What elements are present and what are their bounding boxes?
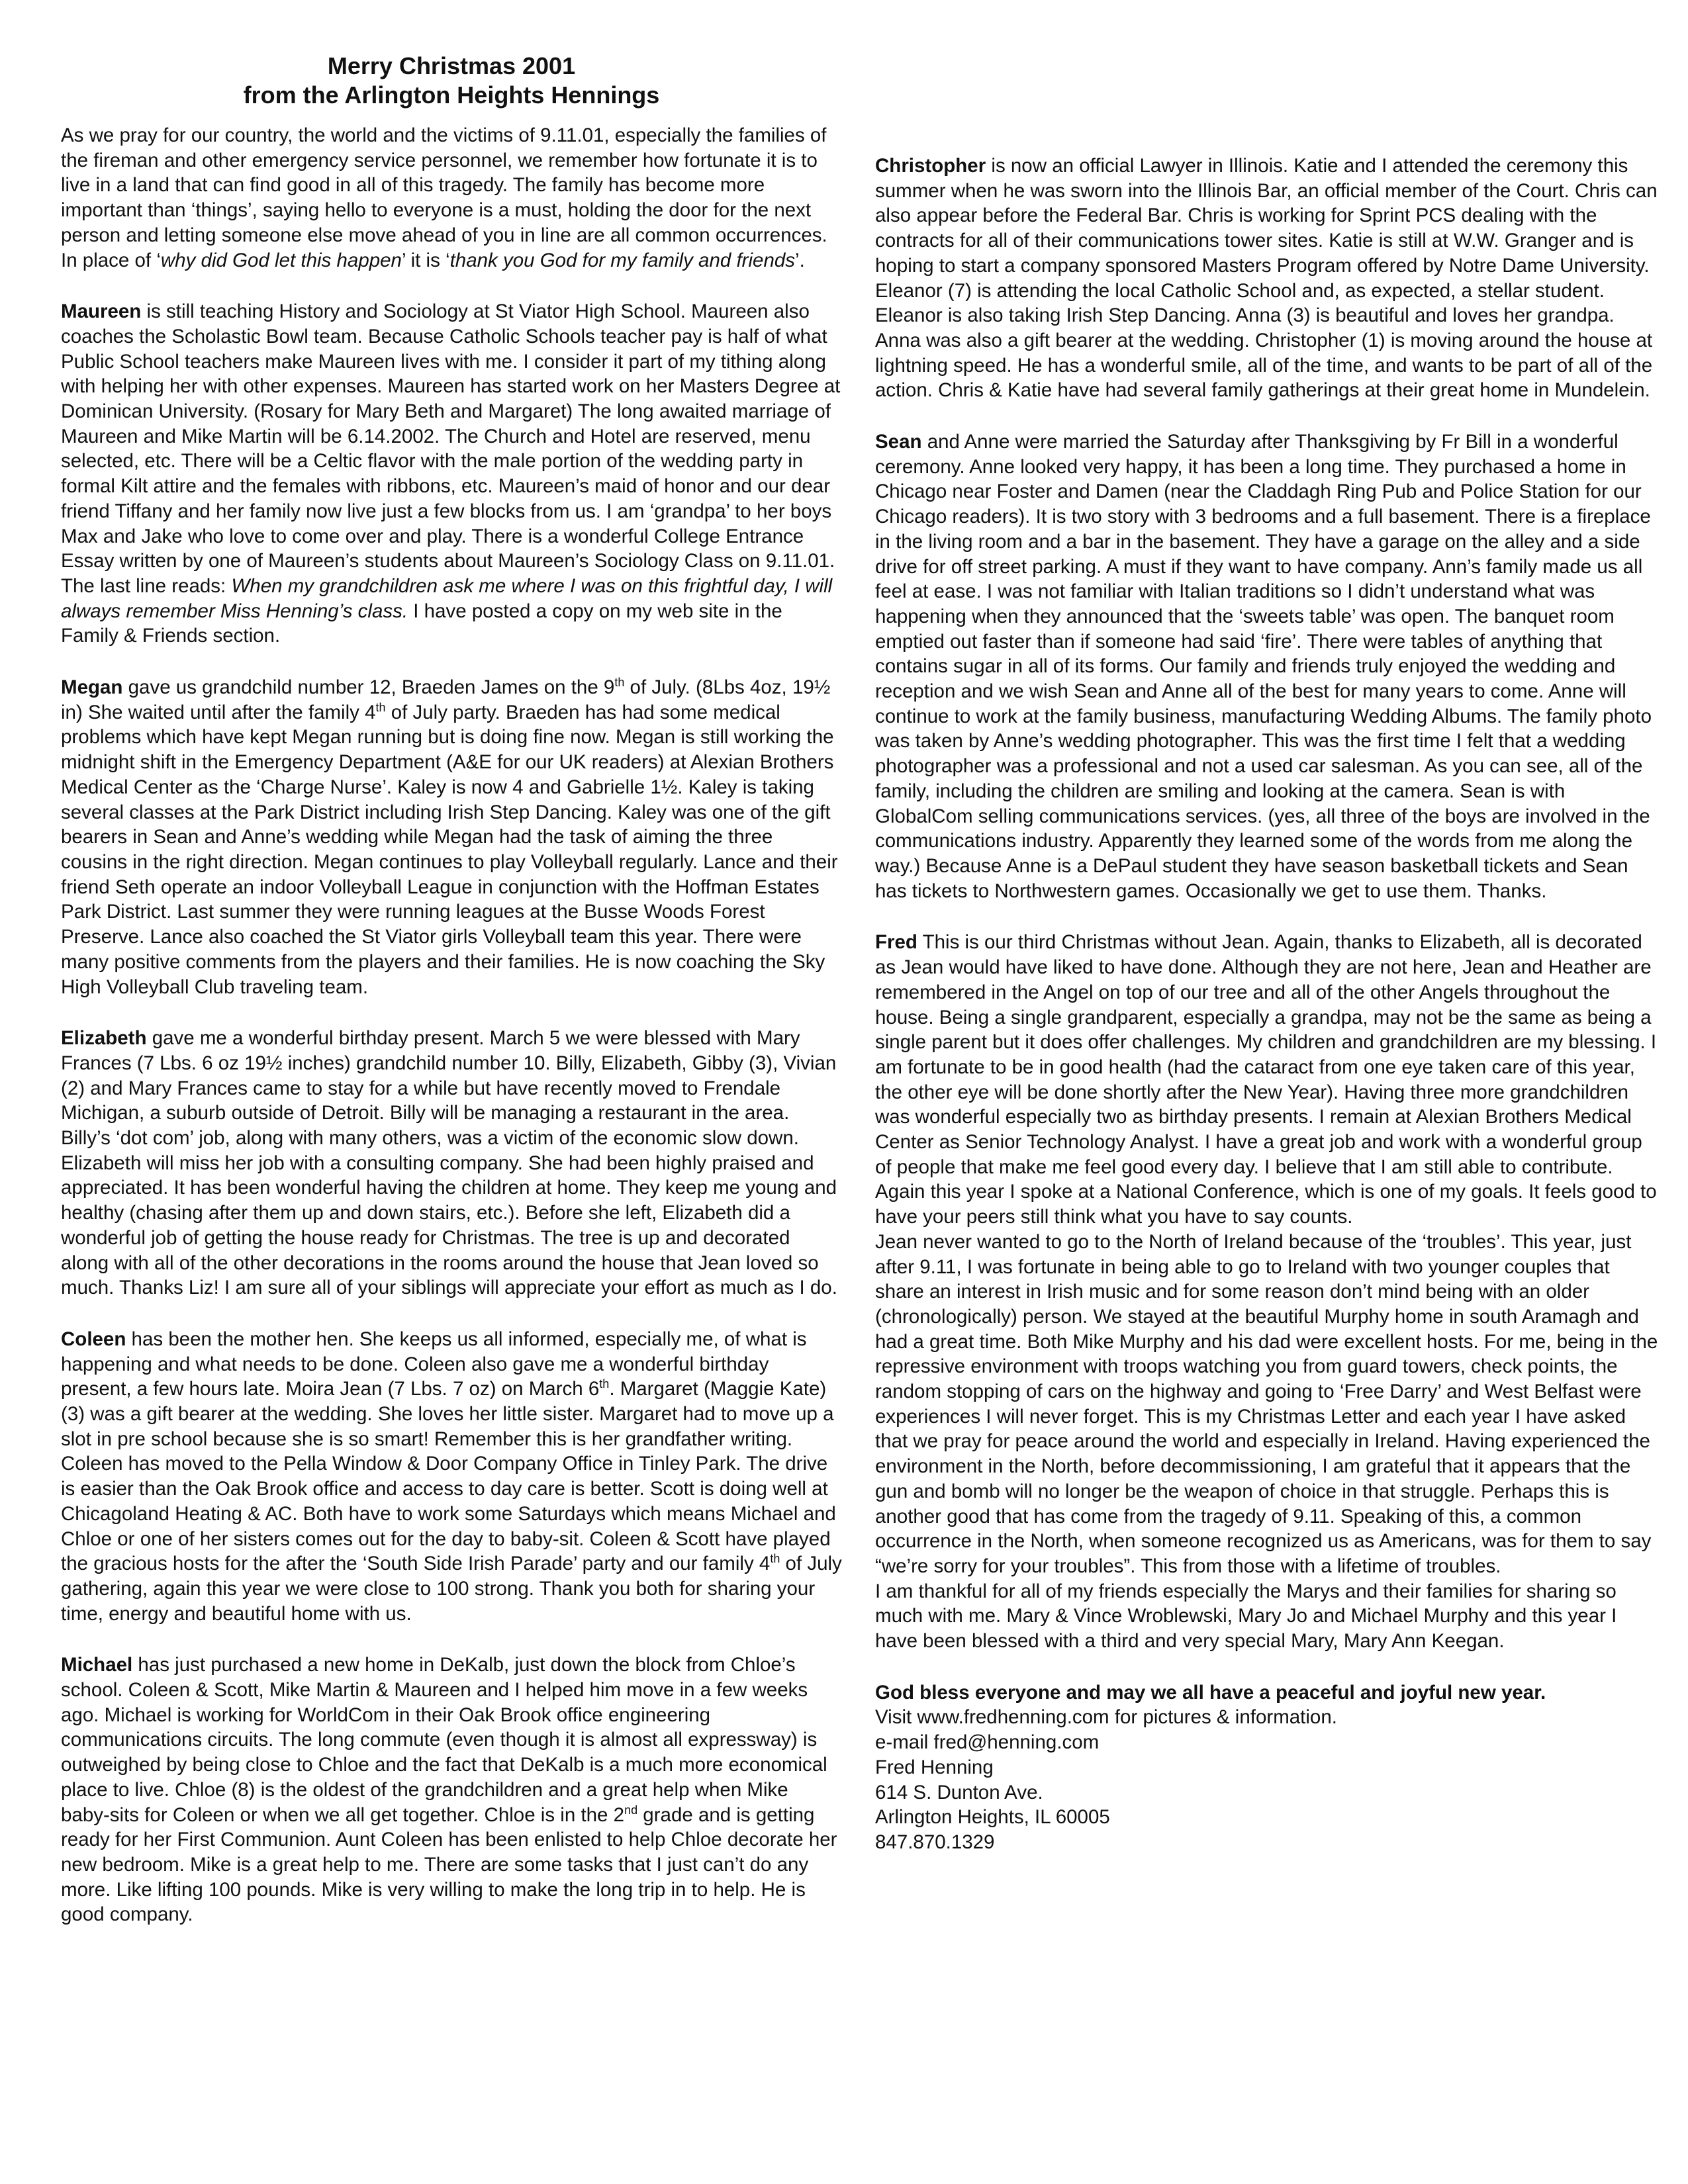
fred-text-1: This is our third Christmas without Jean. Again, thanks to Elizabeth, all is decorated as Jean would have liked to have done. Although they are not here, Jean and Heather are remembered in the Angel on top of our tree and all of the other Angels throughout the house. Being a single grandparent, especially a grandpa, may not be the same as being a single parent but it does offer challenges. My children and grandchildren are my blessing. I am fortunate to be in good health (had the cataract from one eye taken care of this year, the other eye will be done shortly after the New Year). Having three more grandchildren was wonderful especially two as birthday presents. I remain at Alexian Brothers Medical Center as Senior Technology Analyst. I have a great job and work with a wonderful group of people that make me feel good every day. I believe that I am still able to contribute. Again this year I spoke at a National Conference, which is one of my goals. It feels good to have your peers still think what you have to say counts. bbox=[875, 931, 1657, 1228]
intro-italic-2: thank you God for my family and friends bbox=[449, 249, 796, 271]
megan-paragraph bbox=[61, 675, 842, 999]
website-line: Visit www.fredhenning.com for pictures & information. bbox=[875, 1706, 1337, 1729]
christopher-paragraph bbox=[875, 154, 1660, 403]
maureen-text: is still teaching History and Sociology at St Viator High School. Maureen also coaches the Scholastic Bowl team. Because Catholic Schools teacher pay is half of what Public School teachers make Maureen lives with me. I consider it part of my tithing along with helping her with other expenses. Maureen has started work on her Masters Degree at Dominican University. (Rosary for Mary Beth and Margaret) The long awaited marriage of Maureen and Mike Martin will be 6.14.2002. The Church and Hotel are reserved, menu selected, etc. There will be a Celtic flavor with the male portion of the wedding party in formal Kilt attire and the females with ribbons, etc. Maureen’s maid of honor and our dear friend Tiffany and her family now live just a few blocks from us. I am ‘grandpa’ to her boys Max and Jake who love to come over and play. There is a wonderful College Entrance Essay written by one of Maureen’s students about Maureen’s Sociology Class on 9.11.01. The last line reads: bbox=[61, 300, 841, 597]
fred-paragraph-1 bbox=[875, 930, 1660, 1229]
letter-title bbox=[61, 52, 842, 110]
megan-text-3: of July party. Braeden has had some medical problems which have kept Megan running but is doing fine now. Megan is still working the midnight shift in the Emergency Department (A&E for our UK readers) at Alexian Brothers Medical Center as the ‘Charge Nurse’. Kaley is now 4 and Gabrielle 1½. Kaley is taking several classes at the Park District including Irish Step Dancing. Kaley was one of the gift bearers in Sean and Anne’s wedding while Megan had the task of aiming the three cousins in the right direction. Megan continues to play Volleyball regularly. Lance and their friend Seth operate an indoor Volleyball League in conjunction with the Hoffman Estates Park District. Last summer they were running leagues at the Busse Woods Forest Preserve. Lance also coached the St Viator girls Volleyball team this year. There were many positive comments from the players and their families. He is now coaching the Sky High Volleyball Club traveling team. bbox=[61, 701, 838, 998]
street-address: 614 S. Dunton Ave. bbox=[875, 1781, 1043, 1803]
maureen-end: I have posted a copy on my web site in the Family & Friends section. bbox=[61, 600, 782, 647]
blessing-text: God bless everyone and may we all have a peaceful and joyful new year. bbox=[875, 1681, 1546, 1704]
phone-number: 847.870.1329 bbox=[875, 1831, 995, 1853]
megan-name: Megan bbox=[61, 676, 123, 699]
sean-paragraph bbox=[875, 430, 1660, 903]
megan-text-1: gave us grandchild number 12, Braeden James on the 9 bbox=[122, 676, 615, 699]
sean-name: Sean bbox=[875, 431, 922, 453]
signoff-block bbox=[875, 1680, 1660, 1855]
right-column bbox=[875, 54, 1660, 1855]
title-line-1: Merry Christmas 2001 bbox=[327, 52, 576, 79]
megan-sup-1: th bbox=[614, 676, 625, 690]
maureen-quote: When my grandchildren ask me where I was on this frightful day, I will always remember Miss Henning’s class. bbox=[61, 574, 833, 622]
megan-text-2: of July. (8Lbs 4oz, 19½ in) She waited until after the family 4 bbox=[61, 676, 831, 723]
left-column bbox=[61, 46, 842, 1927]
christopher-text: is now an official Lawyer in Illinois. Katie and I attended the ceremony this summer when he was sworn into the Illinois Bar, an official member of the Court. Chris can also appear before the Federal Bar. Chris is working for Sprint PCS dealing with the contracts for all of their communications tower sites. Katie is still at W.W. Granger and is hoping to start a company sponsored Masters Program offered by Notre Dame University. Eleanor (7) is attending the local Catholic School and, as expected, a stellar student. Eleanor is also taking Irish Step Dancing. Anna (3) is beautiful and loves her grandpa. Anna was also a gift bearer at the wedding. Christopher (1) is moving around the house at lightning speed. He has a wonderful smile, all of the time, and wants to be part of all of the action. Chris & Katie have had several family gatherings at their great home in Mundelein. bbox=[875, 155, 1658, 402]
michael-name: Michael bbox=[61, 1654, 133, 1676]
coleen-sup-2: th bbox=[770, 1552, 780, 1566]
michael-text-1: has just purchased a new home in DeKalb, just down the block from Chloe’s school. Coleen & Scott, Mike Martin & Maureen and I helped him move in a few weeks ago. Michael is working for WorldCom in their Oak Brook office engineering communications circuits. The long commute (even though it is almost all expressway) is outweighed by being close to Chloe and the fact that DeKalb is a much more economical place to live. Chloe (8) is the oldest of the grandchildren and a great help when Mike baby-sits for Coleen or when we all get together. Chloe is in the 2 bbox=[61, 1654, 827, 1826]
sean-text: and Anne were married the Saturday after Thanksgiving by Fr Bill in a wonderful ceremony. Anne looked very happy, it has been a long time. They purchased a home in Chicago near Foster and Damen (near the Claddagh Ring Pub and Police Station for our Chicago readers). It is two story with 3 bedrooms and a full basement. There is a fireplace in the living room and a bar in the basement. They have a garage on the alley and a side drive for off street parking. A must if they want to have company. Ann’s family made us all feel at ease. I was not familiar with Italian traditions so I didn’t understand what was happening when they announced that the ‘sweets table’ was open. The banquet room emptied out faster than if someone had said ‘fire’. There were tables of anything that contains sugar in all of its forms. Our family and friends truly enjoyed the wedding and reception and we wish Sean and Anne all of the best for many years to come. Anne will continue to work at the family business, manufacturing Wedding Albums. The family photo was taken by Anne’s wedding photographer. This was the first time I felt that a wedding photographer was a professional and not a used car salesman. As you can see, all of the family, including the children are smiling and looking at the camera. Sean is with GlobalCom selling communications services. (yes, all three of the boys are involved in the communications industry. Apparently they learned some of the words from me along the way.) Because Anne is a DePaul student they have season basketball tickets and Sean has tickets to Northwestern games. Occasionally we get to use them. Thanks. bbox=[875, 431, 1652, 902]
coleen-paragraph bbox=[61, 1327, 842, 1626]
intro-text: As we pray for our country, the world and the victims of 9.11.01, especially the families of the fireman and other emergency service personnel, we remember how fortunate it is to live in a land that can find good in all of this tragedy. The family has become more important than ‘things’, saying hello to everyone is a must, holding the door for the next person and letting someone else move ahead of you in line are all common occurrences. In place of ‘ bbox=[61, 124, 827, 271]
intro-mid: ’ it is ‘ bbox=[401, 249, 450, 271]
coleen-sup-1: th bbox=[599, 1377, 610, 1391]
elizabeth-name: Elizabeth bbox=[61, 1027, 147, 1050]
fred-paragraph-3: I am thankful for all of my friends especially the Marys and their families for sharing so much with me. Mary & Vince Wroblewski, Mary Jo and Michael Murphy and this year I have been blessed with a third and very special Mary, Mary Ann Keegan. bbox=[875, 1580, 1617, 1653]
christopher-name: Christopher bbox=[875, 155, 986, 177]
coleen-text-1: has been the mother hen. She keeps us all informed, especially me, of what is happening and what needs to be done. Coleen also gave me a wonderful birthday present, a few hours late. Moira Jean (7 Lbs. 7 oz) on March 6 bbox=[61, 1328, 807, 1400]
megan-sup-2: th bbox=[375, 700, 386, 714]
michael-sup-1: nd bbox=[624, 1803, 638, 1817]
intro-italic-1: why did God let this happen bbox=[160, 249, 402, 271]
coleen-name: Coleen bbox=[61, 1328, 126, 1350]
city-address: Arlington Heights, IL 60005 bbox=[875, 1806, 1110, 1829]
title-line-2: from the Arlington Heights Hennings bbox=[243, 81, 660, 109]
fred-name: Fred bbox=[875, 931, 917, 954]
email-line: e-mail fred@henning.com bbox=[875, 1731, 1100, 1754]
sender-name: Fred Henning bbox=[875, 1756, 994, 1778]
michael-text-2: grade and is getting ready for her First Communion. Aunt Coleen has been enlisted to help Chloe decorate her new bedroom. Mike is a great help to me. There are some tasks that I just can’t do any more. Like lifting 100 pounds. Mike is very willing to make the long trip in to help. He is good company. bbox=[61, 1803, 837, 1926]
maureen-paragraph bbox=[61, 299, 842, 649]
maureen-name: Maureen bbox=[61, 300, 142, 323]
intro-paragraph bbox=[61, 123, 842, 273]
coleen-text-3: of July gathering, again this year we were close to 100 strong. Thank you both for sharing your time, energy and beautiful home with us. bbox=[61, 1553, 842, 1625]
michael-paragraph bbox=[61, 1653, 842, 1927]
intro-end: ’. bbox=[795, 249, 805, 271]
coleen-text-2: . Margaret (Maggie Kate) (3) was a gift bearer at the wedding. She loves her little sister. Margaret had to move up a slot in pre school because she is so smart! Remember this is her grandfather writing. Coleen has moved to the Pella Window & Door Company Office in Tinley Park. The drive is easier than the Oak Brook office and access to day care is better. Scott is doing well at Chicagoland Heating & AC. Both have to work some Saturdays which means Michael and Chloe or one of her sisters comes out for the day to baby-sit. Coleen & Scott have played the gracious hosts for the after the ‘South Side Irish Parade’ party and our family 4 bbox=[61, 1378, 836, 1575]
elizabeth-paragraph bbox=[61, 1026, 842, 1300]
blessing-line bbox=[875, 1680, 1660, 1706]
elizabeth-text: gave me a wonderful birthday present. March 5 we were blessed with Mary Frances (7 Lbs. 6 oz 19½ inches) grandchild number 10. Billy, Elizabeth, Gibby (3), Vivian (2) and Mary Frances came to stay for a while but have recently moved to Frendale Michigan, a suburb outside of Detroit. Billy will be managing a restaurant in the area. Billy’s ‘dot com’ job, along with many others, was a victim of the economic slow down. Elizabeth will miss her job with a consulting company. She had been highly praised and appreciated. It has been wonderful having the children at home. They keep me young and healthy (chasing after them up and down stairs, etc.). Before she left, Elizabeth did a wonderful job of getting the house ready for Christmas. The tree is up and decorated along with all of the other decorations in the rooms around the house that Jean loved so much. Thanks Liz! I am sure all of your siblings will appreciate your effort as much as I do. bbox=[61, 1027, 837, 1299]
fred-paragraph-2: Jean never wanted to go to the North of Ireland because of the ‘troubles’. This year, just after 9.11, I was fortunate in being able to go to Ireland with two younger couples that share an interest in Irish music and for some reason don’t mind being with an older (chronologically) person. We stayed at the beautiful Murphy home in south Aramagh and had a great time. Both Mike Murphy and his dad were excellent hosts. For me, being in the repressive environment with troops watching you from guard towers, check points, the random stopping of cars on the highway and going to ‘Free Darry’ and West Belfast were experiences I will never forget. This is my Christmas Letter and each year I have asked that we pray for peace around the world and especially in Ireland. Having experienced the environment in the North, before decommissioning, I am grateful that it appears that the gun and bomb will no longer be the weapon of choice in that struggle. Perhaps this is another good that has come from the tragedy of 9.11. Speaking of this, a common occurrence in the North, when someone recognized us as Americans, was for them to say “we’re sorry for your troubles”. This from those with a lifetime of troubles. bbox=[875, 1230, 1658, 1577]
